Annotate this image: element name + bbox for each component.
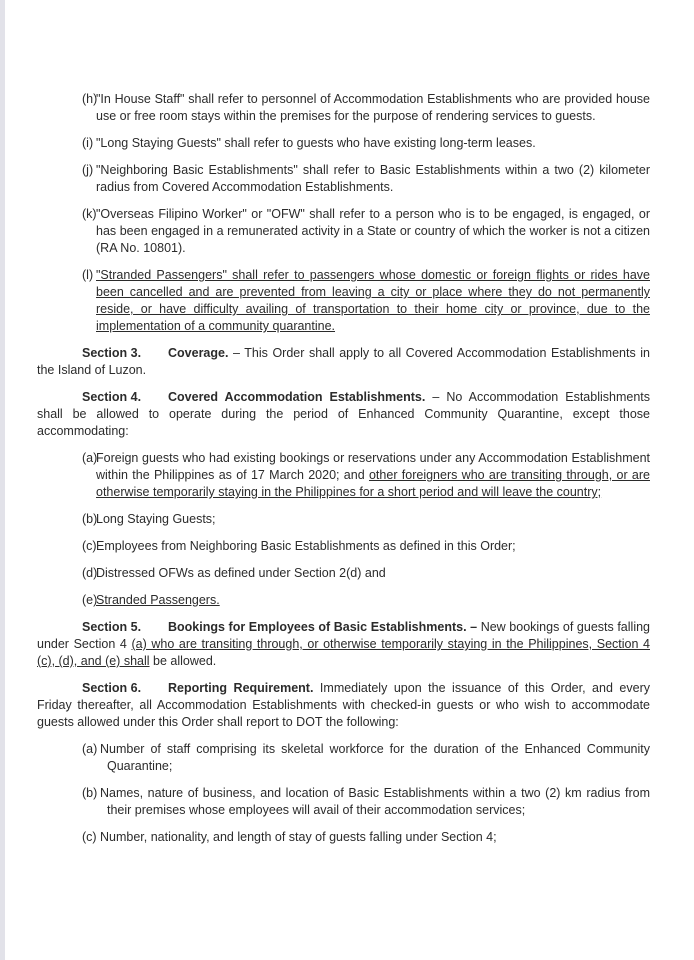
section-paragraph	[37, 345, 650, 379]
text-segment: Employees from Neighboring Basic Establishments as defined in this Order;	[96, 539, 516, 553]
text-segment: Reporting Requirement.	[168, 681, 314, 695]
list-item	[37, 538, 650, 555]
text-segment: "Neighboring Basic Establishments" shall refer to Basic Establishments within a two (2) kilometer radius from Covered Accommodation Establishments.	[96, 163, 650, 194]
document-body	[37, 91, 650, 856]
list-item-label: (j)	[82, 163, 94, 177]
section-heading: Section 4.	[82, 390, 142, 404]
list-item-label: (c)	[82, 830, 97, 844]
list-item-label: (b)	[82, 512, 98, 526]
list-item	[37, 565, 650, 582]
text-segment: Covered Accommodation Establishments.	[168, 390, 426, 404]
text-segment: Immediately upon the issuance of this Order, and every Friday thereafter, all Accommodation Establishments with checked-in guests or who wish to accommodate guests allowed under this Order shall report to DOT the following:	[37, 681, 650, 729]
section-paragraph	[37, 680, 650, 731]
list-item	[37, 829, 650, 846]
list-item	[37, 162, 650, 196]
text-segment: "Long Staying Guests" shall refer to guests who have existing long-term leases.	[96, 136, 536, 150]
text-segment: Foreign guests who had existing bookings or reservations under any Accommodation Establishment within the Philippines as of 17 March 2020; and	[96, 451, 650, 482]
text-segment: "In House Staff" shall refer to personnel of Accommodation Establishments who are provided house use or free room stays within the premises for the purpose of rendering services to guests.	[96, 92, 650, 123]
text-segment: Number of staff comprising its skeletal workforce for the duration of the Enhanced Community Quarantine;	[100, 742, 650, 773]
list-item-label: (b)	[82, 786, 98, 800]
text-segment: Stranded Passengers.	[96, 593, 220, 607]
text-segment: be allowed.	[149, 654, 217, 668]
text-segment: Names, nature of business, and location of Basic Establishments within a two (2) km radius from their premises whose employees will avail of their accommodation services;	[100, 786, 650, 817]
list-item-label: (a)	[82, 451, 98, 465]
section-paragraph	[37, 389, 650, 440]
text-segment: (a) who are transiting through, or otherwise temporarily staying in the Philippines, Section 4 (c), (d), and (e) shall	[37, 637, 650, 668]
text-segment: – This Order shall apply to all Covered Accommodation Establishments in the Island of Luzon.	[37, 346, 650, 377]
list-item	[37, 206, 650, 257]
list-item-label: (k)	[82, 207, 97, 221]
text-segment: New bookings of guests falling under Section 4	[37, 620, 650, 651]
list-item-label: (a)	[82, 742, 98, 756]
list-item-label: (e)	[82, 593, 98, 607]
text-segment: "Overseas Filipino Worker" or "OFW" shall refer to a person who is to be engaged, is engaged, or has been engaged in a remunerated activity in a State or country of which the worker is not a citizen (RA No. 10801).	[96, 207, 650, 255]
list-item	[37, 91, 650, 125]
list-item-label: (l)	[82, 268, 94, 282]
list-item	[37, 267, 650, 335]
list-item-label: (d)	[82, 566, 98, 580]
text-segment: Bookings for Employees of Basic Establishments. –	[168, 620, 478, 634]
text-segment: – No Accommodation Establishments shall be allowed to operate during the period of Enhanced Community Quarantine, except those accommodating:	[37, 390, 650, 438]
list-item	[37, 592, 650, 609]
list-item	[37, 450, 650, 501]
text-segment: other foreigners who are transiting through, or are otherwise temporarily staying in the Philippines for a short period and will leave the country;	[96, 468, 650, 499]
text-segment: Number, nationality, and length of stay of guests falling under Section 4;	[100, 830, 497, 844]
section-paragraph	[37, 619, 650, 670]
list-item	[37, 135, 650, 152]
list-item	[37, 511, 650, 528]
section-heading: Section 5.	[82, 620, 142, 634]
section-heading: Section 3.	[82, 346, 142, 360]
text-segment: Long Staying Guests;	[96, 512, 216, 526]
text-segment: "Stranded Passengers" shall refer to passengers whose domestic or foreign flights or rides have been cancelled and are prevented from leaving a city or place where they do not permanently reside, or have difficulty availing of transportation to their home city or province, due to the implementation of a community quarantine.	[96, 268, 650, 333]
text-segment: Distressed OFWs as defined under Section 2(d) and	[96, 566, 386, 580]
list-item	[37, 785, 650, 819]
text-segment: Coverage.	[168, 346, 229, 360]
list-item	[37, 741, 650, 775]
section-heading: Section 6.	[82, 681, 142, 695]
list-item-label: (h)	[82, 92, 98, 106]
list-item-label: (c)	[82, 539, 97, 553]
list-item-label: (i)	[82, 136, 94, 150]
scan-edge-strip	[0, 0, 5, 960]
